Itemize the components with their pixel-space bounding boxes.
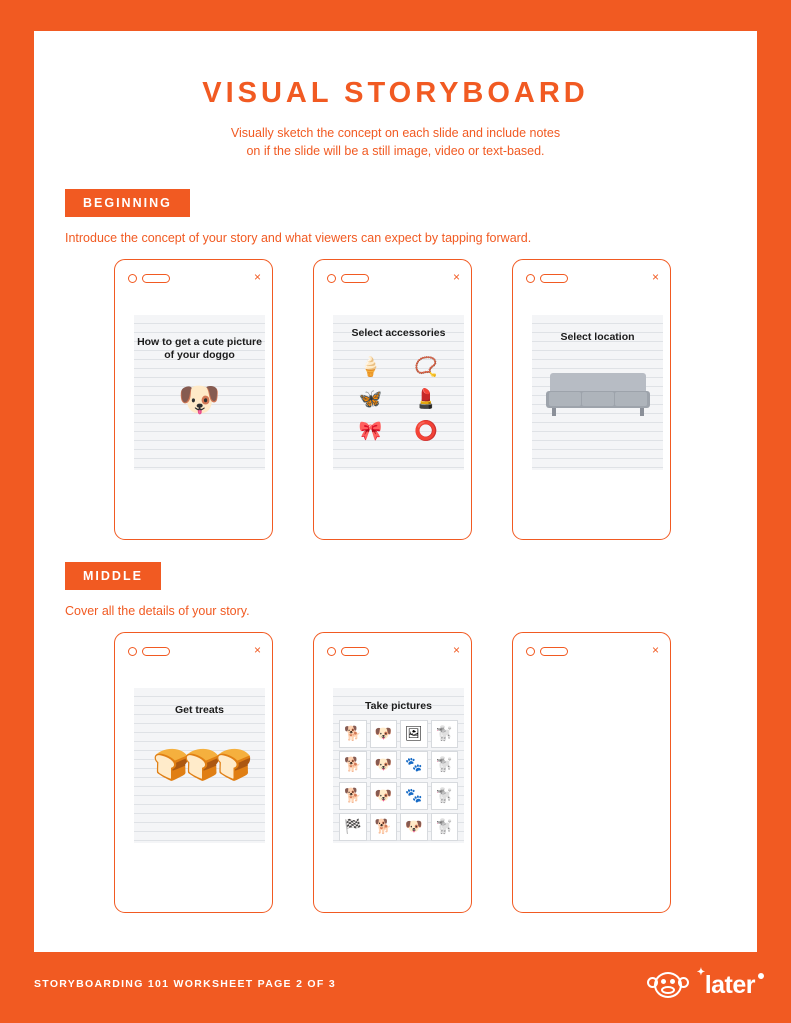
section-middle bbox=[34, 562, 757, 590]
close-icon[interactable]: × bbox=[452, 643, 460, 657]
worksheet-sheet bbox=[34, 31, 757, 952]
accessory-icon: 💄 bbox=[414, 389, 439, 410]
storyboard-frame[interactable] bbox=[512, 259, 671, 540]
collage-photo: 🐩 bbox=[431, 782, 459, 810]
collage-photo: 🐶 bbox=[370, 782, 398, 810]
accessory-icon: 🍦 bbox=[358, 357, 383, 378]
collage-photo: 🏁 bbox=[339, 813, 367, 841]
close-icon[interactable]: × bbox=[452, 270, 460, 284]
couch-leg bbox=[640, 408, 644, 416]
close-icon[interactable]: × bbox=[253, 270, 261, 284]
avatar-icon bbox=[526, 647, 535, 656]
avatar-icon bbox=[327, 647, 336, 656]
username-placeholder-icon bbox=[142, 647, 170, 656]
slide-title: How to get a cute picture of your doggo bbox=[137, 336, 262, 361]
page-subtitle-line-2: on if the slide will be a still image, video or text-based. bbox=[246, 144, 545, 158]
slide-canvas[interactable] bbox=[532, 315, 663, 470]
couch-leg bbox=[552, 408, 556, 416]
later-wordmark-text: later bbox=[704, 970, 755, 999]
collage-photo: 🖼 bbox=[400, 720, 428, 748]
section-tag-beginning: BEGINNING bbox=[65, 189, 190, 217]
dog-photo-icon: 🐶 bbox=[178, 381, 221, 419]
slide-title: Select accessories bbox=[351, 327, 446, 339]
storyboard-frame[interactable] bbox=[114, 259, 273, 540]
monkey-muzzle bbox=[661, 986, 675, 994]
page-subtitle bbox=[34, 124, 757, 160]
accessories-grid bbox=[343, 357, 454, 443]
avatar-icon bbox=[327, 274, 336, 283]
page-subtitle-line-1: Visually sketch the concept on each slide and include notes bbox=[230, 126, 561, 140]
close-icon[interactable]: × bbox=[651, 643, 659, 657]
storyboard-frame[interactable] bbox=[114, 632, 273, 913]
photo-collage bbox=[339, 720, 458, 841]
slide-row-beginning bbox=[114, 259, 757, 540]
collage-photo: 🐕 bbox=[339, 782, 367, 810]
monkey-face bbox=[654, 972, 682, 998]
collage-photo: 🐶 bbox=[370, 751, 398, 779]
monkey-logo-icon bbox=[647, 968, 689, 1002]
collage-photo: 🐾 bbox=[400, 751, 428, 779]
collage-photo: 🐶 bbox=[400, 813, 428, 841]
frame-header bbox=[526, 274, 568, 283]
avatar-icon bbox=[128, 647, 137, 656]
storyboard-frame[interactable] bbox=[313, 259, 472, 540]
collage-photo: 🐶 bbox=[370, 720, 398, 748]
collage-photo: 🐕 bbox=[339, 720, 367, 748]
accessory-icon: 🎀 bbox=[358, 421, 383, 442]
close-icon[interactable]: × bbox=[253, 643, 261, 657]
collage-photo: 🐾 bbox=[400, 782, 428, 810]
section-description-beginning: Introduce the concept of your story and what viewers can expect by tapping forward. bbox=[65, 231, 532, 245]
treats-icon: 🍞🍞🍞 bbox=[152, 749, 247, 782]
storyboard-frame[interactable] bbox=[512, 632, 671, 913]
section-description-middle: Cover all the details of your story. bbox=[65, 604, 250, 618]
username-placeholder-icon bbox=[540, 274, 568, 283]
frame-header bbox=[526, 647, 568, 656]
page-title: VISUAL STORYBOARD bbox=[202, 77, 589, 109]
frame-header bbox=[327, 274, 369, 283]
collage-photo: 🐕 bbox=[370, 813, 398, 841]
slide-title: Select location bbox=[560, 331, 635, 343]
collage-photo: 🐩 bbox=[431, 813, 459, 841]
slide-canvas[interactable] bbox=[333, 688, 464, 843]
avatar-icon bbox=[526, 274, 535, 283]
collage-photo: 🐩 bbox=[431, 751, 459, 779]
later-dot-icon bbox=[758, 973, 764, 979]
slide-canvas[interactable] bbox=[333, 315, 464, 470]
page-footer bbox=[0, 952, 791, 1023]
accessory-icon: ⭕ bbox=[414, 421, 439, 442]
frame-header bbox=[128, 647, 170, 656]
username-placeholder-icon bbox=[341, 647, 369, 656]
username-placeholder-icon bbox=[142, 274, 170, 283]
frame-header bbox=[128, 274, 170, 283]
close-icon[interactable]: × bbox=[651, 270, 659, 284]
couch-cushion bbox=[582, 392, 614, 406]
monkey-eye-right bbox=[670, 979, 675, 984]
avatar-icon bbox=[128, 274, 137, 283]
accessory-icon: 📿 bbox=[414, 357, 439, 378]
slide-canvas[interactable] bbox=[134, 688, 265, 843]
couch-icon bbox=[546, 373, 650, 417]
footer-caption: STORYBOARDING 101 WORKSHEET PAGE 2 OF 3 bbox=[34, 978, 336, 990]
sparkles-icon: ✦ bbox=[696, 966, 705, 978]
username-placeholder-icon bbox=[540, 647, 568, 656]
slide-canvas[interactable] bbox=[134, 315, 265, 470]
collage-photo: 🐩 bbox=[431, 720, 459, 748]
section-beginning bbox=[34, 189, 757, 217]
couch-cushion bbox=[615, 392, 647, 406]
accessory-icon: 🦋 bbox=[358, 389, 383, 410]
slide-row-middle bbox=[114, 632, 757, 913]
storyboard-frame[interactable] bbox=[313, 632, 472, 913]
footer-branding bbox=[647, 968, 755, 1002]
monkey-eye-left bbox=[661, 979, 666, 984]
slide-title: Get treats bbox=[174, 704, 225, 716]
collage-photo: 🐕 bbox=[339, 751, 367, 779]
later-wordmark bbox=[696, 966, 755, 1000]
couch-cushion bbox=[549, 392, 581, 406]
username-placeholder-icon bbox=[341, 274, 369, 283]
frame-header bbox=[327, 647, 369, 656]
slide-title: Take pictures bbox=[365, 700, 432, 712]
section-tag-middle: MIDDLE bbox=[65, 562, 161, 590]
